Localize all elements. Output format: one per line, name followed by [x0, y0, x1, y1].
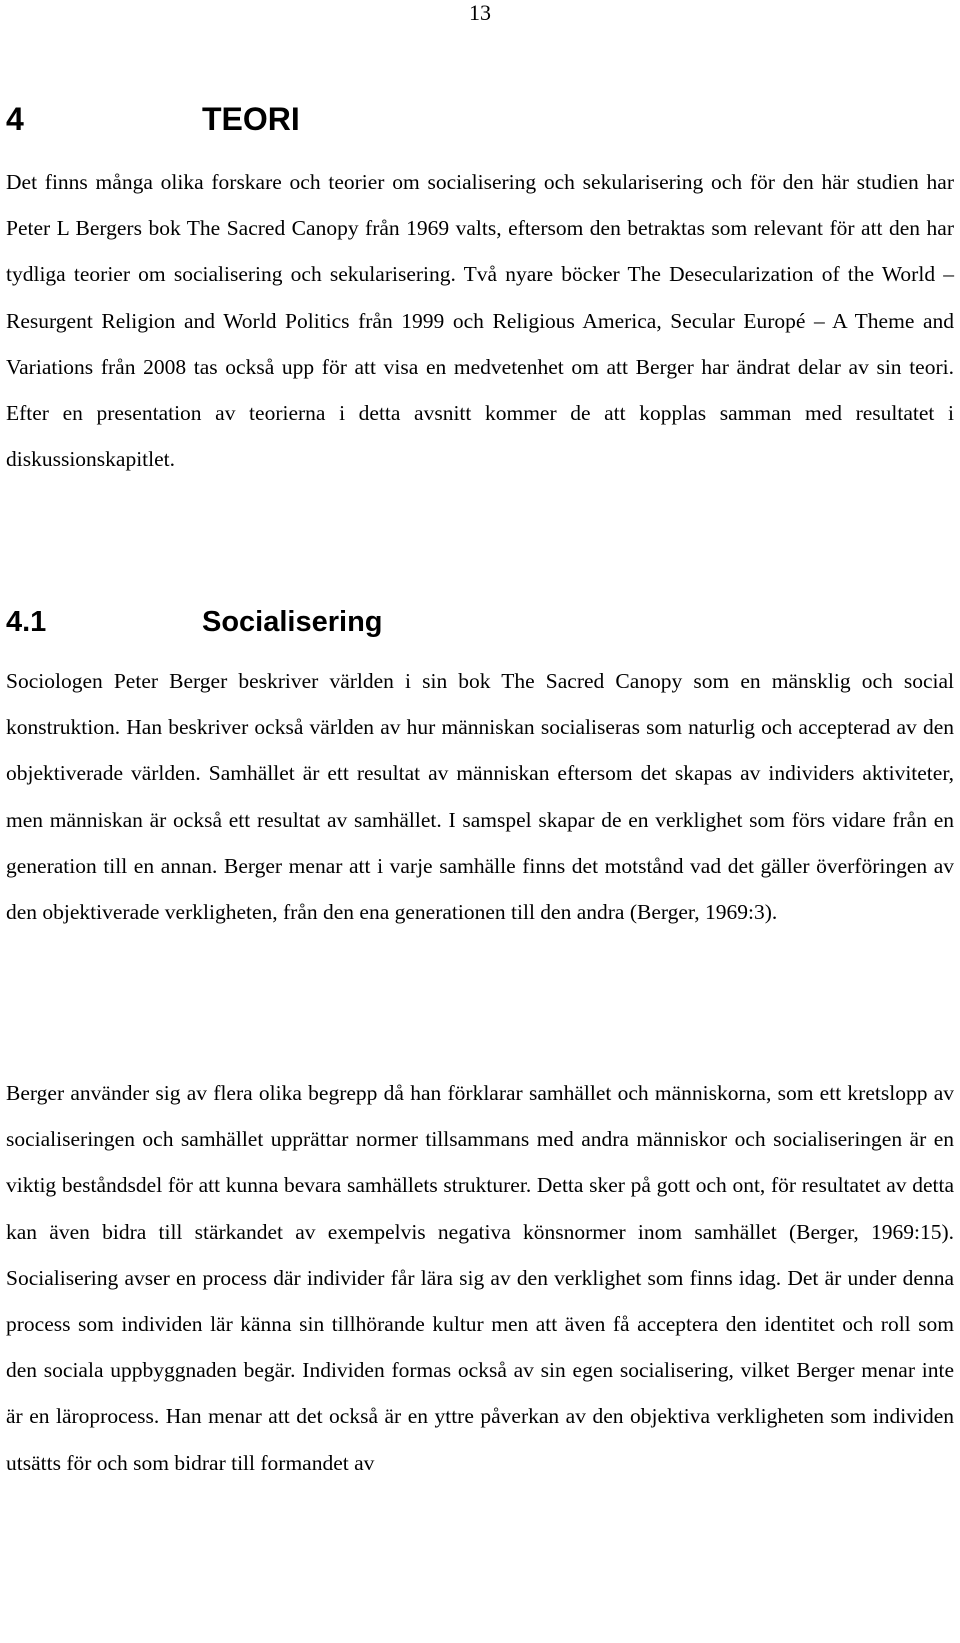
subsection-number: 4.1: [6, 606, 47, 638]
subsection-title: Socialisering: [202, 606, 383, 638]
section-intro-paragraph: Det finns många olika forskare och teorier om socialisering och sekularisering och för den här studien har Peter L Bergers bok The Sacred Canopy från 1969 valts, eftersom den betraktas som relevant för att den har tydliga teorier om socialisering och sekularisering. Två nyare böcker The Desecularization of the World – Resurgent Religion and World Politics från 1999 och Religious America, Secular Europé – A Theme and Variations från 2008 tas också upp för att visa en medvetenhet om att Berger har ändrat delar av sin teori. Efter en presentation av teorierna i detta avsnitt kommer de att kopplas samman med resultatet i diskussionskapitlet.: [6, 170, 954, 472]
body-paragraph: Berger använder sig av flera olika begrepp då han förklarar samhället och människorna, som ett kretslopp av socialiseringen och samhället upprättar normer tillsammans med andra människor och socialiseringen är en viktig beståndsdel för att kunna bevara samhällets strukturer. Detta sker på gott och ont, för resultatet av detta kan även bidra till stärkandet av exempelvis negativa könsnormer inom samhället (Berger, 1969:15). Socialisering avser en process där individer får lära sig av den verklighet som finns idag. Det är under denna process som individen lär känna sin tillhörande kultur men att även få acceptera den identitet och roll som den sociala uppbyggnaden begär. Individen formas också av sin egen socialisering, vilket Berger menar inte är en läroprocess. Han menar att det också är en yttre påverkan av den objektiva verkligheten som individen utsätts för och som bidrar till formandet av: [6, 1081, 954, 1475]
section-number: 4: [6, 101, 24, 137]
subsection-heading: [6, 604, 383, 640]
section-heading: [6, 100, 300, 138]
page-number: 13: [469, 0, 491, 25]
body-paragraph: Sociologen Peter Berger beskriver världen i sin bok The Sacred Canopy som en mänsklig och social konstruktion. Han beskriver också världen av hur människan socialiseras som naturlig och accepterad av den objektiverade världen. Samhället är ett resultat av människan eftersom det skapas av individers aktiviteter, men människan är också ett resultat av samhället. I samspel skapar de en verklighet som förs vidare från en generation till en annan. Berger menar att i varje samhälle finns det motstånd vad det gäller överföringen av den objektiverade verkligheten, från den ena generationen till den andra (Berger, 1969:3).: [6, 669, 954, 925]
section-title: TEORI: [202, 101, 300, 137]
